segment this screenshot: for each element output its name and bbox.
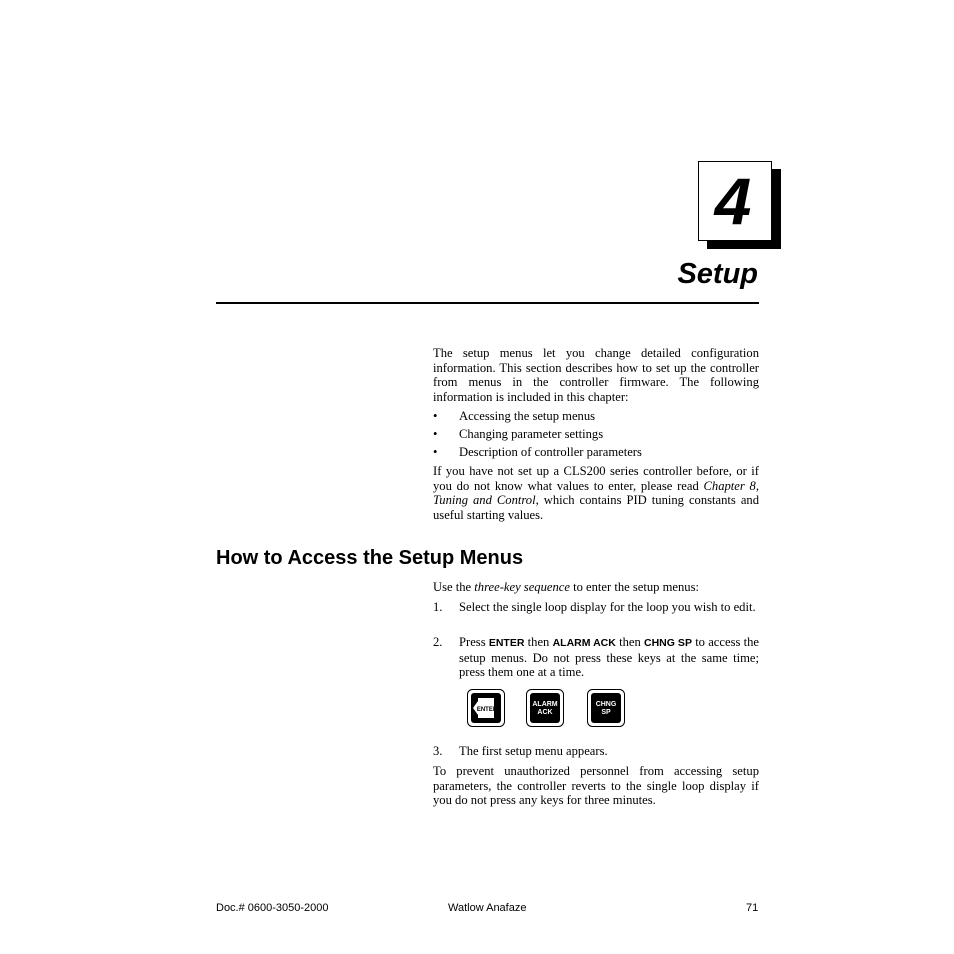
svg-text:ALARM: ALARM <box>532 701 558 708</box>
svg-text:ENTER: ENTER <box>476 707 498 713</box>
footer-doc-number: Doc.# 0600-3050-2000 <box>216 902 329 914</box>
chng-sp-key-icon <box>587 689 625 727</box>
closing-paragraph: To prevent unauthorized personnel from accessing setup parameters, the controller reverts to the single loop display if you do not press any keys for three minutes. <box>433 764 759 808</box>
key-name-chng-sp: CHNG SP <box>644 637 692 649</box>
enter-key-icon <box>467 689 505 727</box>
intro-note: If you have not set up a CLS200 series controller before, or if you do not know what values to enter, please read Chapter 8, Tuning and Control, which contains PID tuning constants and useful starting values. <box>433 464 760 522</box>
chapter-rule <box>216 302 759 304</box>
section-heading: How to Access the Setup Menus <box>216 547 524 569</box>
chapter-number-box <box>698 161 772 241</box>
intro-paragraph: The setup menus let you change detailed configuration information. This section describes how to set up the controller from menus in the controller firmware. The following information is included in this chapter: <box>433 346 759 404</box>
svg-text:SP: SP <box>601 709 611 716</box>
key-name-alarm-ack: ALARM ACK <box>552 637 616 649</box>
svg-text:ACK: ACK <box>537 709 553 716</box>
key-name-enter: ENTER <box>488 637 525 649</box>
chapter-reference: Chapter 8, Tuning and Control <box>433 478 759 508</box>
svg-text:CHNG: CHNG <box>595 701 617 708</box>
section-lead: Use the three-key sequence to enter the setup menus: <box>433 580 700 594</box>
chapter-title: Setup <box>677 258 758 290</box>
footer-company: Watlow Anafaze <box>448 902 527 914</box>
alarm-ack-key-icon <box>526 689 564 727</box>
footer-page-number: 71 <box>746 902 759 914</box>
chapter-number: 4 <box>714 164 752 238</box>
